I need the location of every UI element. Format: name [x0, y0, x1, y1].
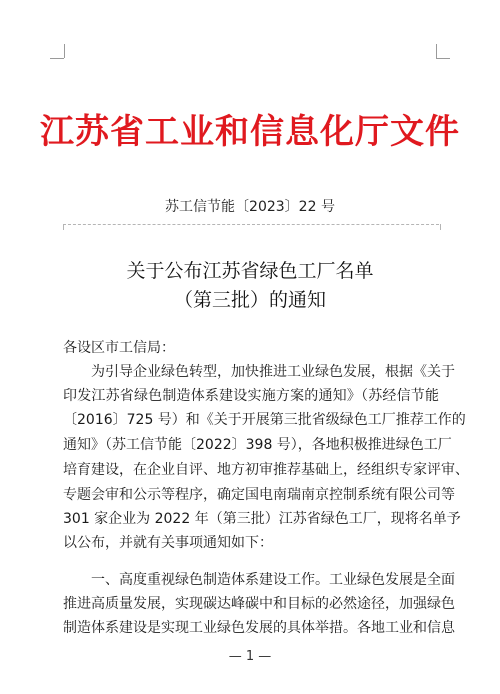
salutation: 各设区市工信局：	[63, 340, 175, 356]
document-number: 苏工信节能〔2023〕22 号	[165, 199, 335, 215]
body-line: 培育建设，在企业自评、地方初审推荐基础上，经组织专家评审、	[63, 462, 469, 478]
body-line: 推进高质量发展，实现碳达峰碳中和目标的必然途径，加强绿色	[63, 596, 455, 612]
body-line: 通知》（苏工信节能〔2022〕398 号），各地积极推进绿色工厂	[63, 437, 452, 453]
body-line: 制造体系建设是实现工业绿色发展的具体举措。各地工业和信息	[63, 620, 455, 636]
issuing-authority-header: 江苏省工业和信息化厅文件	[40, 112, 460, 152]
body-line: 印发江苏省绿色制造体系建设实施方案的通知》（苏经信节能	[63, 388, 439, 404]
body-line: 301 家企业为 2022 年（第三批）江苏省绿色工厂，现将名单予	[63, 511, 461, 527]
body-line: 一、高度重视绿色制造体系建设工作。工业绿色发展是全面	[91, 572, 455, 588]
page-number: — 1 —	[228, 649, 272, 664]
body-line: 为引导企业绿色转型，加快推进工业绿色发展，根据《关于	[91, 364, 455, 380]
body-line: 〔2016〕725 号）和《关于开展第三批省级绿色工厂推荐工作的	[63, 412, 466, 428]
body-line: 以公布，并就有关事项通知如下：	[63, 535, 273, 551]
document-title-line-2: （第三批）的通知	[173, 289, 326, 311]
body-line: 专题会审和公示等程序，确定国电南瑞南京控制系统有限公司等	[63, 487, 455, 503]
document-title-line-1: 关于公布江苏省绿色工厂名单	[126, 260, 374, 282]
header-divider-ends	[63, 224, 441, 230]
